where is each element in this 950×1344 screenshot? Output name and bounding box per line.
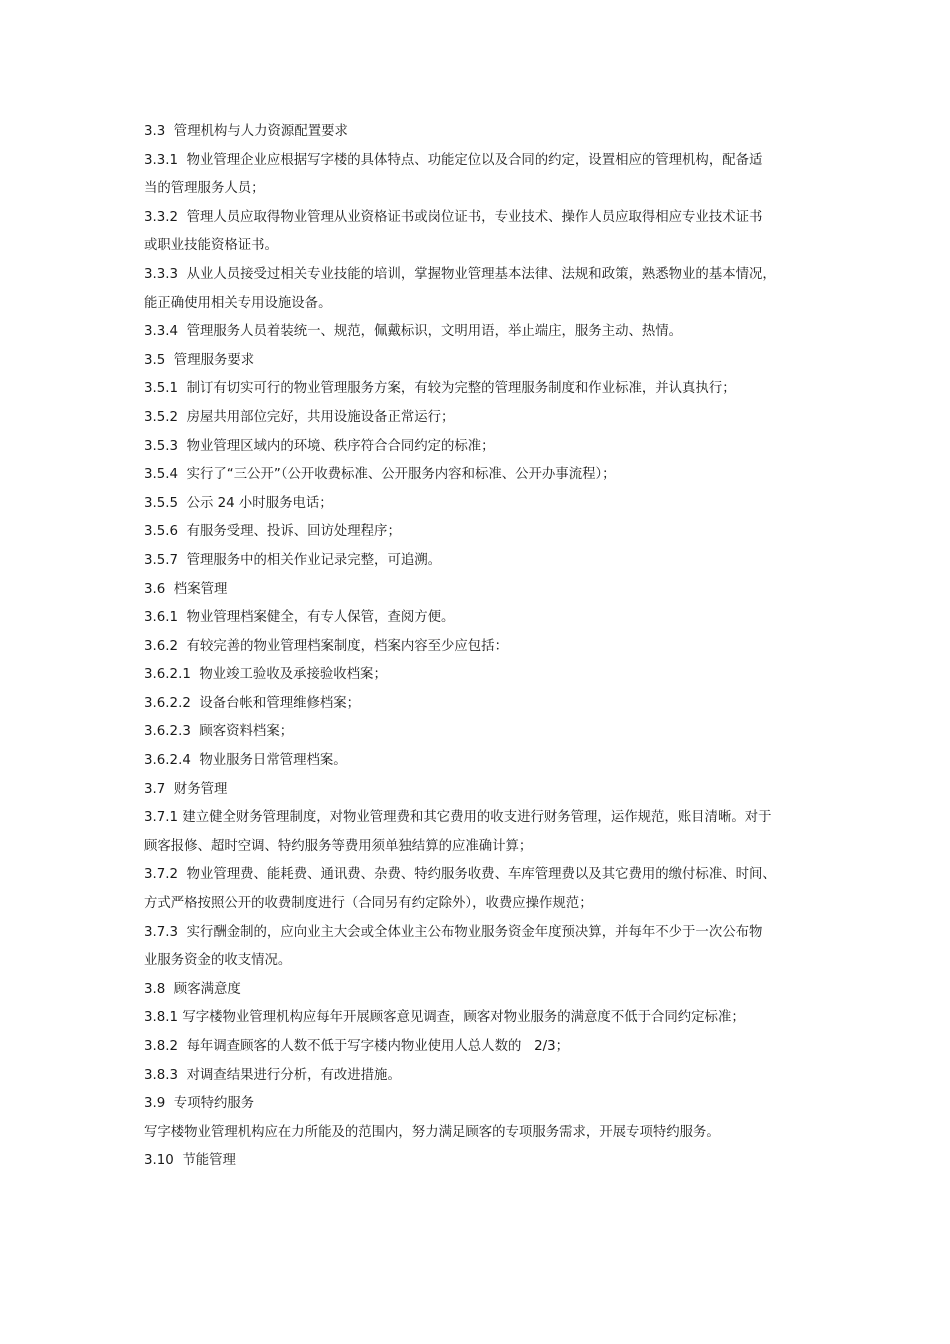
clause-3-5-6: 3.5.6 有服务受理、投诉、回访处理程序；: [144, 524, 401, 540]
clause-3-3-1-line-2: 当的管理服务人员；: [144, 181, 265, 197]
clause-3-7-1-line-1: 3.7.1 建立健全财务管理制度，对物业管理费和其它费用的收支进行财务管理，运作规范，账目清晰。对于: [144, 810, 772, 826]
clause-3-7-1-line-2: 顾客报修、超时空调、特约服务等费用须单独结算的应准确计算；: [144, 838, 533, 854]
clause-3-6-2-1: 3.6.2.1 物业竣工验收及承接验收档案；: [144, 667, 387, 683]
clause-3-5-5: 3.5.5 公示 24 小时服务电话；: [144, 495, 333, 511]
clause-3-5-7: 3.5.7 管理服务中的相关作业记录完整，可追溯。: [144, 552, 442, 568]
section-heading-3-9: 3.9 专项特约服务: [144, 1096, 255, 1112]
section-heading-3-8: 3.8 顾客满意度: [144, 981, 241, 997]
clause-3-9-text: 写字楼物业管理机构应在力所能及的范围内，努力满足顾客的专项服务需求，开展专项特约服务。: [144, 1124, 720, 1140]
clause-3-7-2-line-1: 3.7.2 物业管理费、能耗费、通讯费、杂费、特约服务收费、车库管理费以及其它费用的缴付标准、时间、: [144, 867, 776, 883]
clause-3-5-2: 3.5.2 房屋共用部位完好，共用设施设备正常运行；: [144, 409, 455, 425]
section-heading-3-7: 3.7 财务管理: [144, 781, 228, 797]
clause-3-7-3-line-2: 业服务资金的收支情况。: [144, 953, 292, 969]
clause-3-6-2-2: 3.6.2.2 设备台帐和管理维修档案；: [144, 695, 361, 711]
clause-3-8-1: 3.8.1 写字楼物业管理机构应每年开展顾客意见调查，顾客对物业服务的满意度不低于合同约定标准；: [144, 1010, 745, 1026]
section-heading-3-6: 3.6 档案管理: [144, 581, 228, 597]
section-heading-3-10: 3.10 节能管理: [144, 1153, 236, 1169]
clause-3-6-2-3: 3.6.2.3 顾客资料档案；: [144, 724, 294, 740]
clause-3-7-2-line-2: 方式严格按照公开的收费制度进行（合同另有约定除外），收费应操作规范；: [144, 896, 593, 912]
clause-3-3-2-line-2: 或职业技能资格证书。: [144, 238, 278, 254]
clause-3-3-3-line-1: 3.3.3 从业人员接受过相关专业技能的培训，掌握物业管理基本法律、法规和政策，熟悉物业的基本情况，: [144, 266, 776, 282]
document-body: [144, 118, 810, 1176]
section-heading-3-3: 3.3 管理机构与人力资源配置要求: [144, 124, 348, 139]
clause-3-6-2: 3.6.2 有较完善的物业管理档案制度，档案内容至少应包括：: [144, 638, 508, 654]
section-heading-3-5: 3.5 管理服务要求: [144, 352, 255, 368]
clause-3-3-4: 3.3.4 管理服务人员着装统一、规范，佩戴标识，文明用语，举止端庄，服务主动、热情。: [144, 324, 683, 340]
clause-3-5-4: 3.5.4 实行了“三公开”（公开收费标准、公开服务内容和标准、公开办事流程）；: [144, 467, 616, 483]
clause-3-6-1: 3.6.1 物业管理档案健全，有专人保管，查阅方便。: [144, 610, 455, 626]
clause-3-8-2: 3.8.2 每年调查顾客的人数不低于写字楼内物业使用人总人数的 2/3；: [144, 1039, 570, 1054]
clause-3-3-3-line-2: 能正确使用相关专用设施设备。: [144, 295, 332, 311]
clause-3-3-1-line-1: 3.3.1 物业管理企业应根据写字楼的具体特点、功能定位以及合同的约定，设置相应的管理机构，配备适: [144, 152, 763, 168]
clause-3-7-3-line-1: 3.7.3 实行酬金制的，应向业主大会或全体业主公布物业服务资金年度预决算，并每年不少于一次公布物: [144, 924, 763, 940]
clause-3-5-3: 3.5.3 物业管理区域内的环境、秩序符合合同约定的标准；: [144, 438, 495, 454]
clause-3-5-1: 3.5.1 制订有切实可行的物业管理服务方案，有较为完整的管理服务制度和作业标准，并认真执行；: [144, 381, 736, 397]
clause-3-8-3: 3.8.3 对调查结果进行分析，有改进措施。: [144, 1067, 401, 1083]
clause-3-6-2-4: 3.6.2.4 物业服务日常管理档案。: [144, 753, 347, 769]
clause-3-3-2-line-1: 3.3.2 管理人员应取得物业管理从业资格证书或岗位证书，专业技术、操作人员应取得相应专业技术证书: [144, 209, 763, 225]
